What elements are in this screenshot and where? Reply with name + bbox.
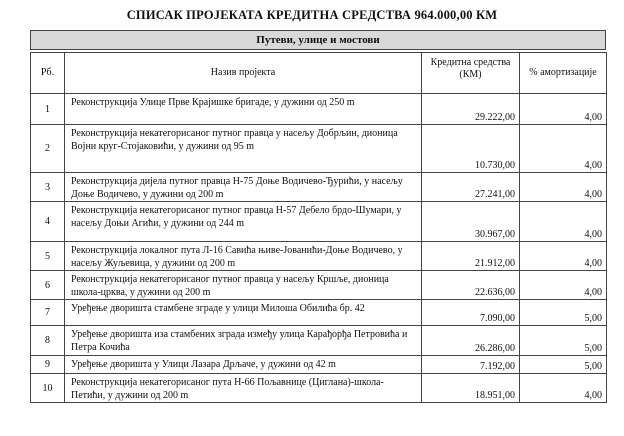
credit-amount: 10.730,00: [422, 125, 520, 173]
amortization-percent: 4,00: [520, 374, 607, 403]
project-name: Реконструкција Улице Прве Крајишке бригаде, у дужини од 250 m: [65, 94, 422, 125]
credit-amount: 18.951,00: [422, 374, 520, 403]
table-row: [31, 125, 607, 173]
row-number: 8: [31, 326, 65, 356]
row-number: 6: [31, 271, 65, 300]
table-row: [31, 173, 607, 202]
credit-amount: 29.222,00: [422, 94, 520, 125]
header-number: Рб.: [31, 53, 65, 94]
table-row: [31, 300, 607, 326]
amortization-percent: 5,00: [520, 356, 607, 374]
header-credit: Кредитна средства (КМ): [422, 53, 520, 94]
project-name: Уређење дворишта иза стамбених зграда између улица Карађорђа Петровића и Петра Кочића: [65, 326, 422, 356]
project-name: Реконструкција дијела путног правца Н-75 Доње Водичево-Ђурићи, у насељу Доње Водичево, у дужини од 200 m: [65, 173, 422, 202]
table-row: [31, 374, 607, 403]
section-header: Путеви, улице и мостови: [30, 30, 606, 50]
credit-amount: 26.286,00: [422, 326, 520, 356]
credit-amount: 27.241,00: [422, 173, 520, 202]
credit-amount: 21.912,00: [422, 242, 520, 271]
table-row: [31, 271, 607, 300]
credit-amount: 7.090,00: [422, 300, 520, 326]
table-row: [31, 242, 607, 271]
amortization-percent: 4,00: [520, 173, 607, 202]
table-row: [31, 356, 607, 374]
project-name: Реконструкција некатегорисаног пута Н-66 Пољавнице (Циглана)-школа-Петићи, у дужини од 200 m: [65, 374, 422, 403]
amortization-percent: 4,00: [520, 202, 607, 242]
row-number: 5: [31, 242, 65, 271]
project-name: Уређење дворишта у Улици Лазара Дрљаче, у дужини од 42 m: [65, 356, 422, 374]
credit-amount: 30.967,00: [422, 202, 520, 242]
amortization-percent: 4,00: [520, 94, 607, 125]
table-row: [31, 94, 607, 125]
amortization-percent: 5,00: [520, 300, 607, 326]
table-row: [31, 326, 607, 356]
row-number: 10: [31, 374, 65, 403]
amortization-percent: 4,00: [520, 242, 607, 271]
table-row: [31, 202, 607, 242]
row-number: 3: [31, 173, 65, 202]
row-number: 7: [31, 300, 65, 326]
amortization-percent: 4,00: [520, 271, 607, 300]
project-name: Реконструкција некатегорисаног путног правца Н-57 Дебело брдо-Шумари, у насељу Доњи Агићи, у дужини од 244 m: [65, 202, 422, 242]
row-number: 4: [31, 202, 65, 242]
credit-amount: 7.192,00: [422, 356, 520, 374]
credit-amount: 22.636,00: [422, 271, 520, 300]
project-name: Уређење дворишта стамбене зграде у улици Милоша Обилића бр. 42: [65, 300, 422, 326]
amortization-percent: 5,00: [520, 326, 607, 356]
projects-table: [30, 52, 607, 403]
header-project-name: Назив пројекта: [65, 53, 422, 94]
project-name: Реконструкција некатегорисаног путног правца у насељу Кршље, дионица школа-црква, у дужини од 200 m: [65, 271, 422, 300]
document-title: СПИСАК ПРОЈЕКАТА КРЕДИТНА СРЕДСТВА 964.000,00 КМ: [126, 8, 498, 22]
row-number: 9: [31, 356, 65, 374]
table-header-row: [31, 53, 607, 94]
row-number: 1: [31, 94, 65, 125]
header-amortization: % амортизације: [520, 53, 607, 94]
project-name: Реконструкција некатегорисаног путног правца у насељу Добрљин, дионица Војни круг-Стојаковићи, у дужини од 95 m: [65, 125, 422, 173]
project-name: Реконструкција локалног пута Л-16 Савића њиве-Јованићи-Доње Водичево, у насељу Жуљевица, у дужини од 200 m: [65, 242, 422, 271]
row-number: 2: [31, 125, 65, 173]
amortization-percent: 4,00: [520, 125, 607, 173]
